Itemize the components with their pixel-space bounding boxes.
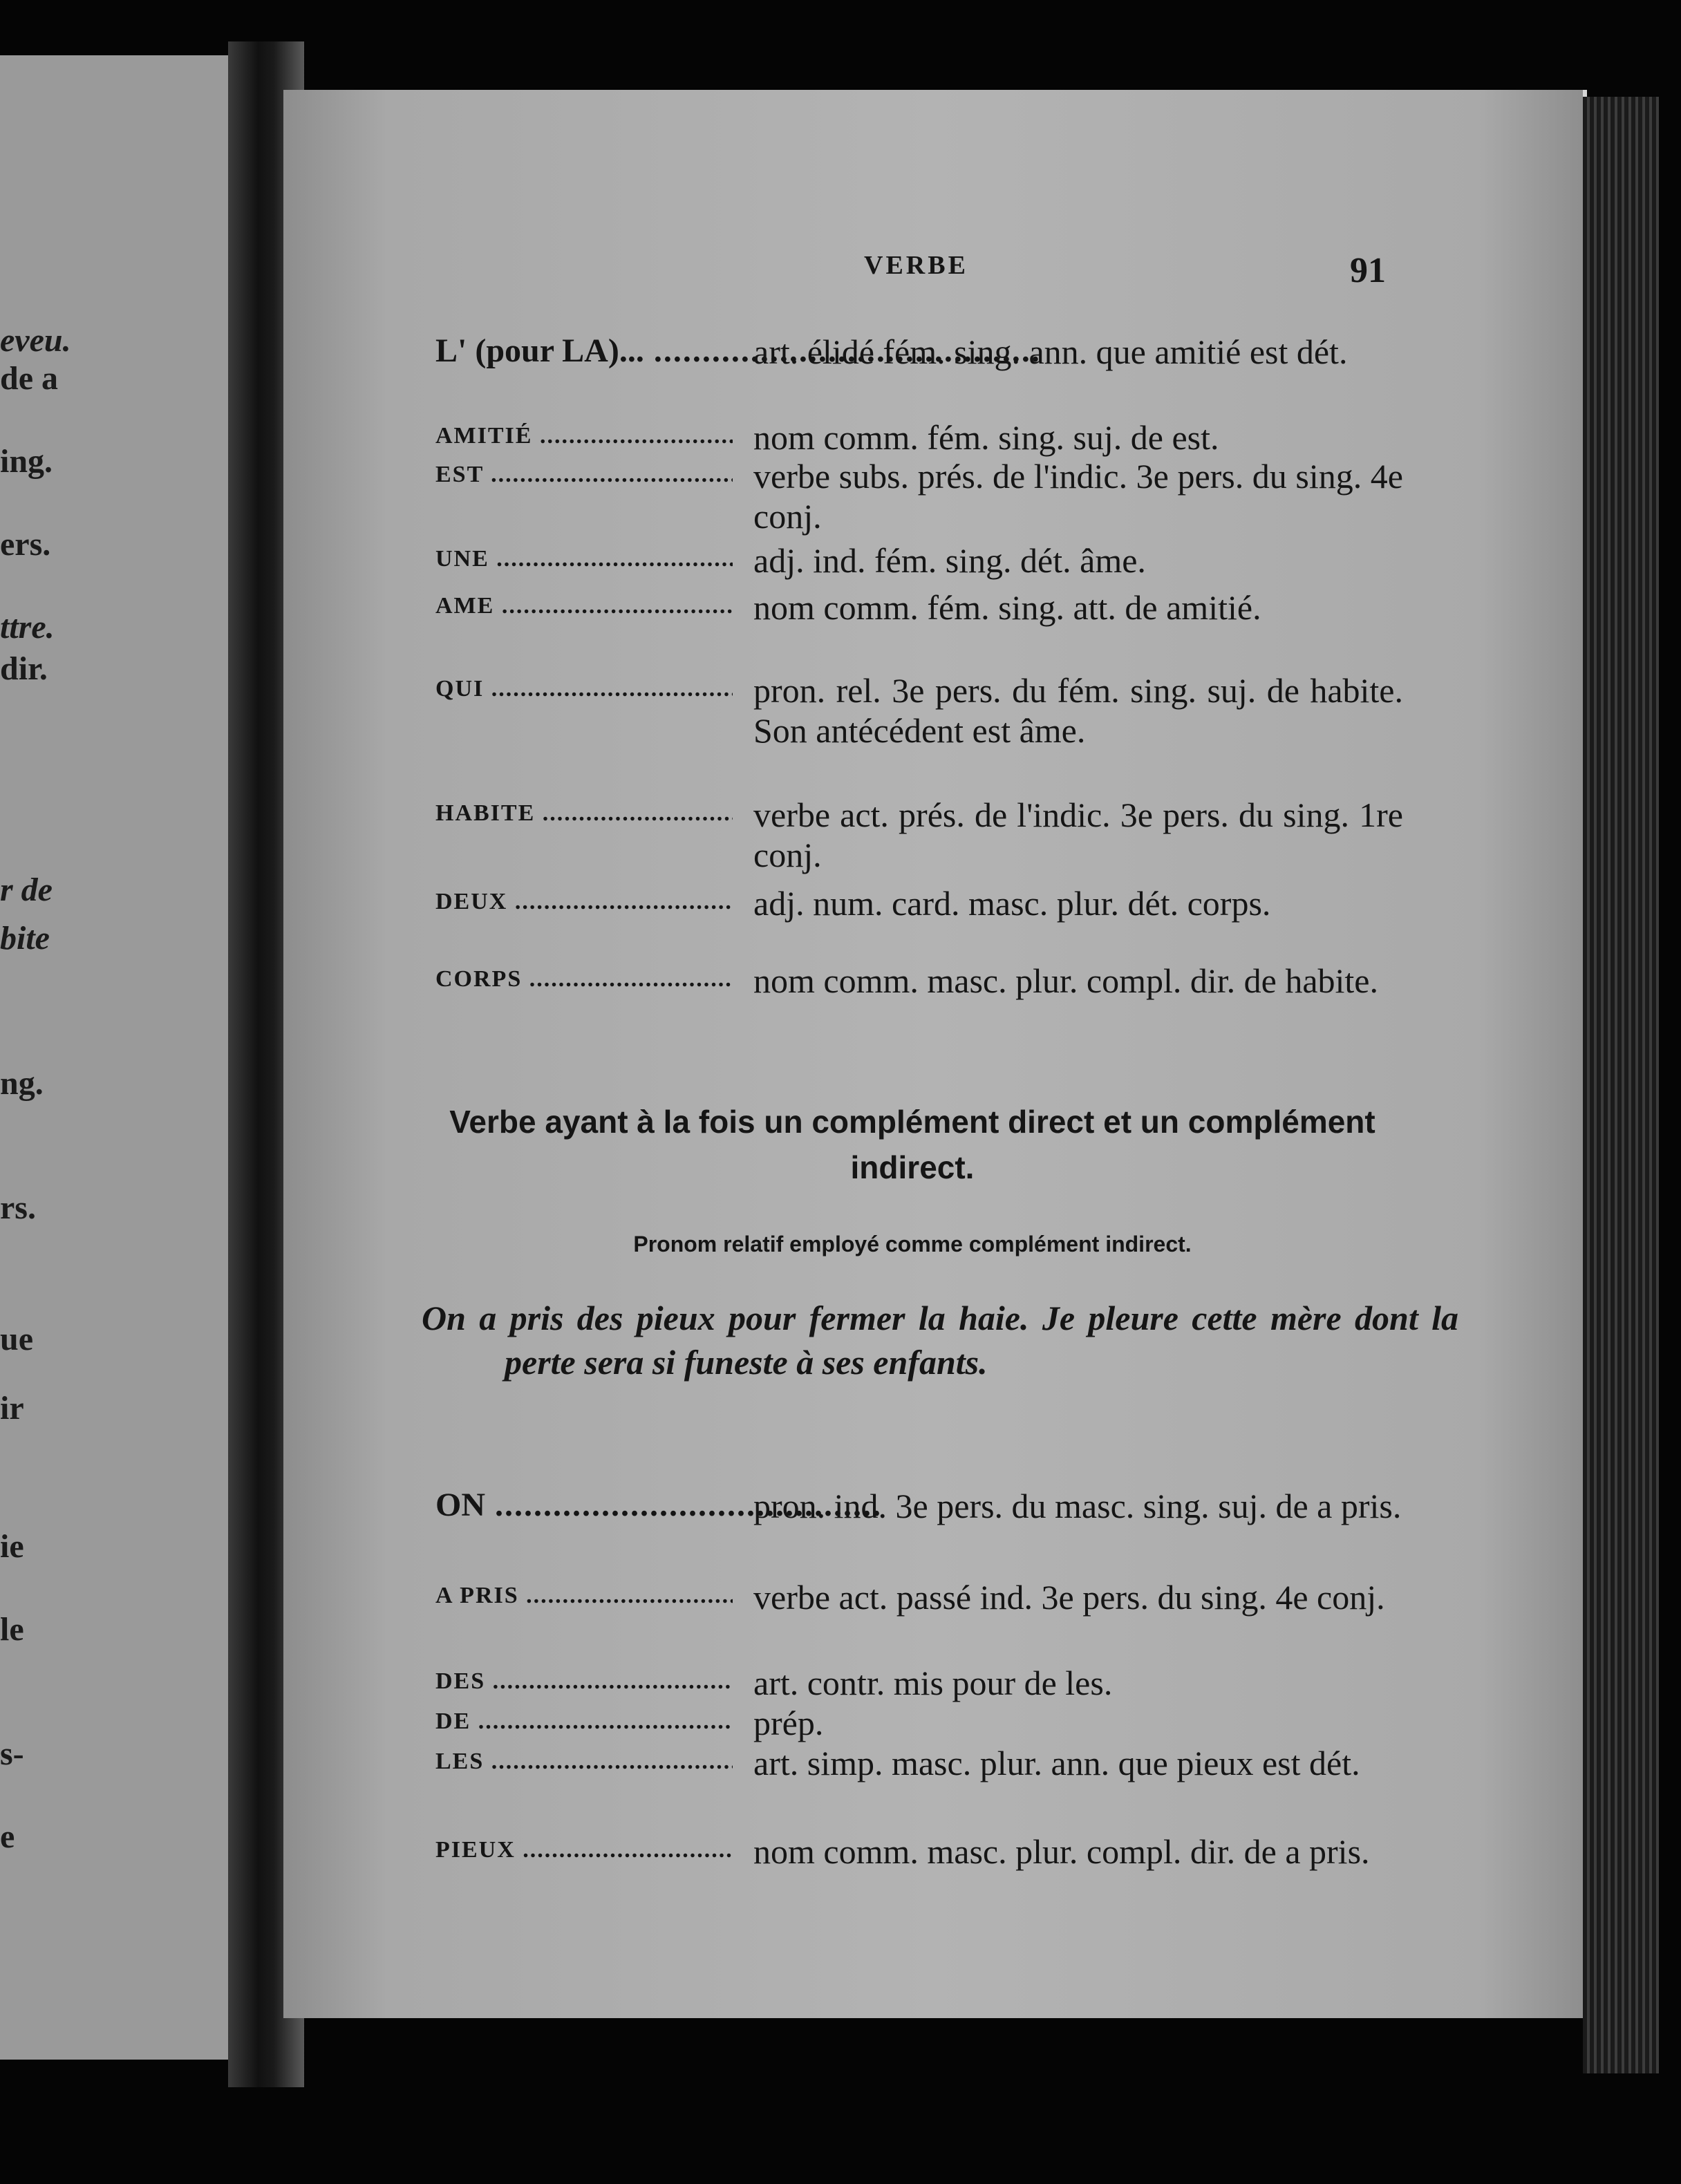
- left-fragment: de a: [0, 360, 58, 397]
- left-fragment: bite: [0, 920, 50, 957]
- entry-term: AME .....: [435, 593, 733, 619]
- entry-analysis: pron. rel. 3e pers. du fém. sing. suj. de habite. Son antécédent est âme.: [753, 671, 1403, 750]
- entry-analysis: adj. ind. fém. sing. dét. âme.: [753, 541, 1146, 580]
- entry-term: A PRIS .....: [435, 1583, 733, 1609]
- entry-term: HABITE .....: [435, 800, 733, 827]
- entry-analysis: pron. ind. 3e pers. du masc. sing. suj. de a pris.: [753, 1487, 1402, 1525]
- entry-analysis: verbe act. passé ind. 3e pers. du sing. 4e conj.: [753, 1578, 1385, 1617]
- left-fragment: s-: [0, 1735, 24, 1772]
- left-fragment: ng.: [0, 1065, 44, 1102]
- entry-analysis: verbe subs. prés. de l'indic. 3e pers. du sing. 4e conj.: [753, 457, 1403, 536]
- left-fragment: ie: [0, 1528, 24, 1565]
- left-fragment: rs.: [0, 1189, 36, 1226]
- entry-analysis: verbe act. prés. de l'indic. 3e pers. du sing. 1re conj.: [753, 796, 1403, 874]
- entry-term: L' (pour LA)... .....: [435, 332, 733, 370]
- left-page: [0, 55, 228, 2060]
- entry-analysis: nom comm. masc. plur. compl. dir. de a pris.: [753, 1832, 1370, 1871]
- left-fragment: ers.: [0, 526, 51, 563]
- left-fragment: ue: [0, 1321, 33, 1357]
- left-fragment: ttre.: [0, 609, 55, 646]
- example-sentence: On a pris des pieux pour fermer la haie. Je pleure cette mère dont la perte sera si funeste à ses enfants.: [422, 1299, 1458, 1382]
- entry-term: AMITIÉ .....: [435, 423, 733, 449]
- running-head: VERBE: [864, 251, 968, 280]
- left-fragment: dir.: [0, 650, 48, 687]
- entry-term: ON .....: [435, 1486, 733, 1524]
- page-number: 91: [1350, 251, 1386, 290]
- entry-analysis: nom comm. fém. sing. suj. de est.: [753, 418, 1219, 457]
- left-fragment: ir: [0, 1390, 24, 1427]
- left-fragment: le: [0, 1611, 24, 1648]
- entry-analysis: adj. num. card. masc. plur. dét. corps.: [753, 884, 1271, 923]
- entry-analysis: art. élidé fém. sing. ann. que amitié est dét.: [753, 332, 1348, 371]
- entry-term: DE .....: [435, 1708, 733, 1735]
- entry-analysis: nom comm. fém. sing. att. de amitié.: [753, 588, 1261, 627]
- entry-term: EST .....: [435, 462, 733, 488]
- entry-term: LES .....: [435, 1749, 733, 1775]
- entry-term: CORPS .....: [435, 966, 733, 992]
- entry-term: DEUX .....: [435, 889, 733, 915]
- entry-term: PIEUX .....: [435, 1837, 733, 1863]
- section-heading: Verbe ayant à la fois un complément direct et un complément indirect.: [449, 1104, 1375, 1185]
- entry-analysis: nom comm. masc. plur. compl. dir. de habite.: [753, 961, 1379, 1000]
- entry-analysis: art. contr. mis pour de les.: [753, 1664, 1113, 1702]
- entry-term: UNE .....: [435, 546, 733, 572]
- entry-term: DES .....: [435, 1668, 733, 1695]
- entry-analysis: art. simp. masc. plur. ann. que pieux est dét.: [753, 1744, 1360, 1782]
- left-fragment: e: [0, 1818, 15, 1855]
- page-edge: [1583, 97, 1659, 2073]
- left-fragment: ing.: [0, 443, 53, 480]
- left-fragment: r de: [0, 872, 53, 908]
- entry-term: QUI .....: [435, 676, 733, 702]
- left-fragment: eveu.: [0, 322, 71, 359]
- entry-analysis: prép.: [753, 1704, 824, 1742]
- section-subheading: Pronom relatif employé comme complément indirect.: [633, 1232, 1192, 1256]
